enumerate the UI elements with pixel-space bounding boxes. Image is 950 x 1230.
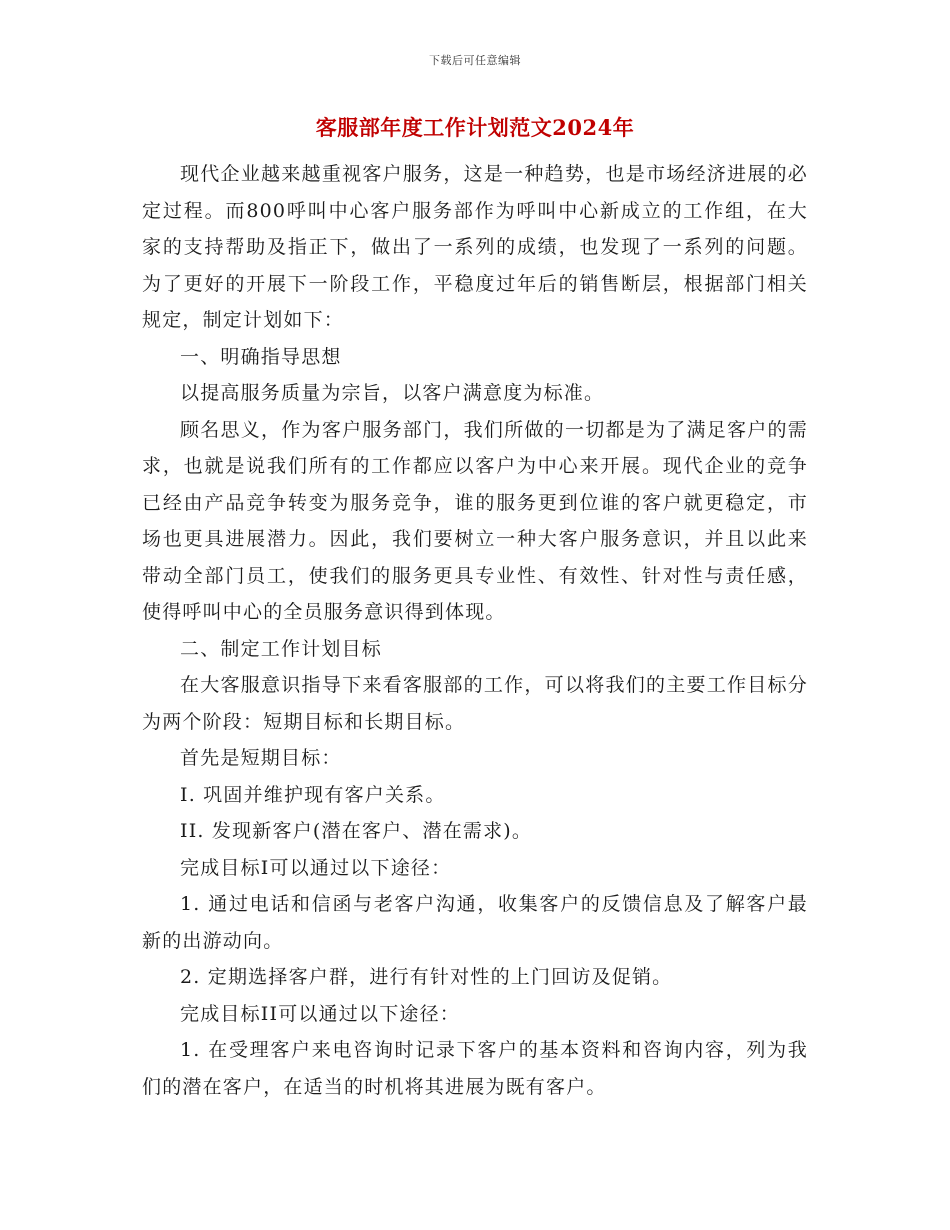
list-item: 1. 通过电话和信函与老客户沟通，收集客户的反馈信息及了解客户最新的出游动向。 [142,893,808,952]
paragraph: 以提高服务质量为宗旨，以客户满意度为标准。 [180,382,605,404]
document-title: 客服部年度工作计划范文2024年 [315,115,635,140]
paragraph: 在大客服意识指导下来看客服部的工作，可以将我们的主要工作目标分为两个阶段：短期目标和长期目标。 [142,674,808,733]
list-item: 2. 定期选择客户群，进行有针对性的上门回访及促销。 [180,966,673,988]
paragraph: 完成目标I可以通过以下途径： [180,856,452,879]
paragraph: 首先是短期目标： [180,747,342,769]
paragraph: 顾名思义，作为客户服务部门，我们所做的一切都是为了满足客户的需求，也就是说我们所有的工作都应以客户为中心来开展。现代企业的竞争已经由产品竞争转变为服务竞争，谁的服务更到位谁的客户就更稳定，市场也更具进展潜力。因此，我们要树立一种大客户服务意识，并且以此来带动全部门员工，使我们的服务更具专业性、有效性、针对性与责任感，使得呼叫中心的全员服务意识得到体现。 [142,418,808,623]
list-item: I. 巩固并维护现有客户关系。 [180,783,446,806]
paragraph: 完成目标II可以通过以下途径： [180,1002,461,1025]
section-heading-1: 一、明确指导思想 [180,345,342,368]
section-heading-2: 二、制定工作计划目标 [180,637,383,660]
header-note: 下载后可任意编辑 [429,54,521,67]
paragraph-intro: 现代企业越来越重视客户服务，这是一种趋势，也是市场经济进展的必定过程。而800呼叫中心客户服务部作为呼叫中心新成立的工作组，在大家的支持帮助及指正下，做出了一系列的成绩，也发现了一系列的问题。为了更好的开展下一阶段工作，平稳度过年后的销售断层，根据部门相关规定，制定计划如下： [142,163,808,331]
list-item: II. 发现新客户(潜在客户、潜在需求)。 [180,820,533,842]
list-item: 1. 在受理客户来电咨询时记录下客户的基本资料和咨询内容，列为我们的潜在客户，在适当的时机将其进展为既有客户。 [142,1039,808,1098]
document-body [142,156,808,1105]
